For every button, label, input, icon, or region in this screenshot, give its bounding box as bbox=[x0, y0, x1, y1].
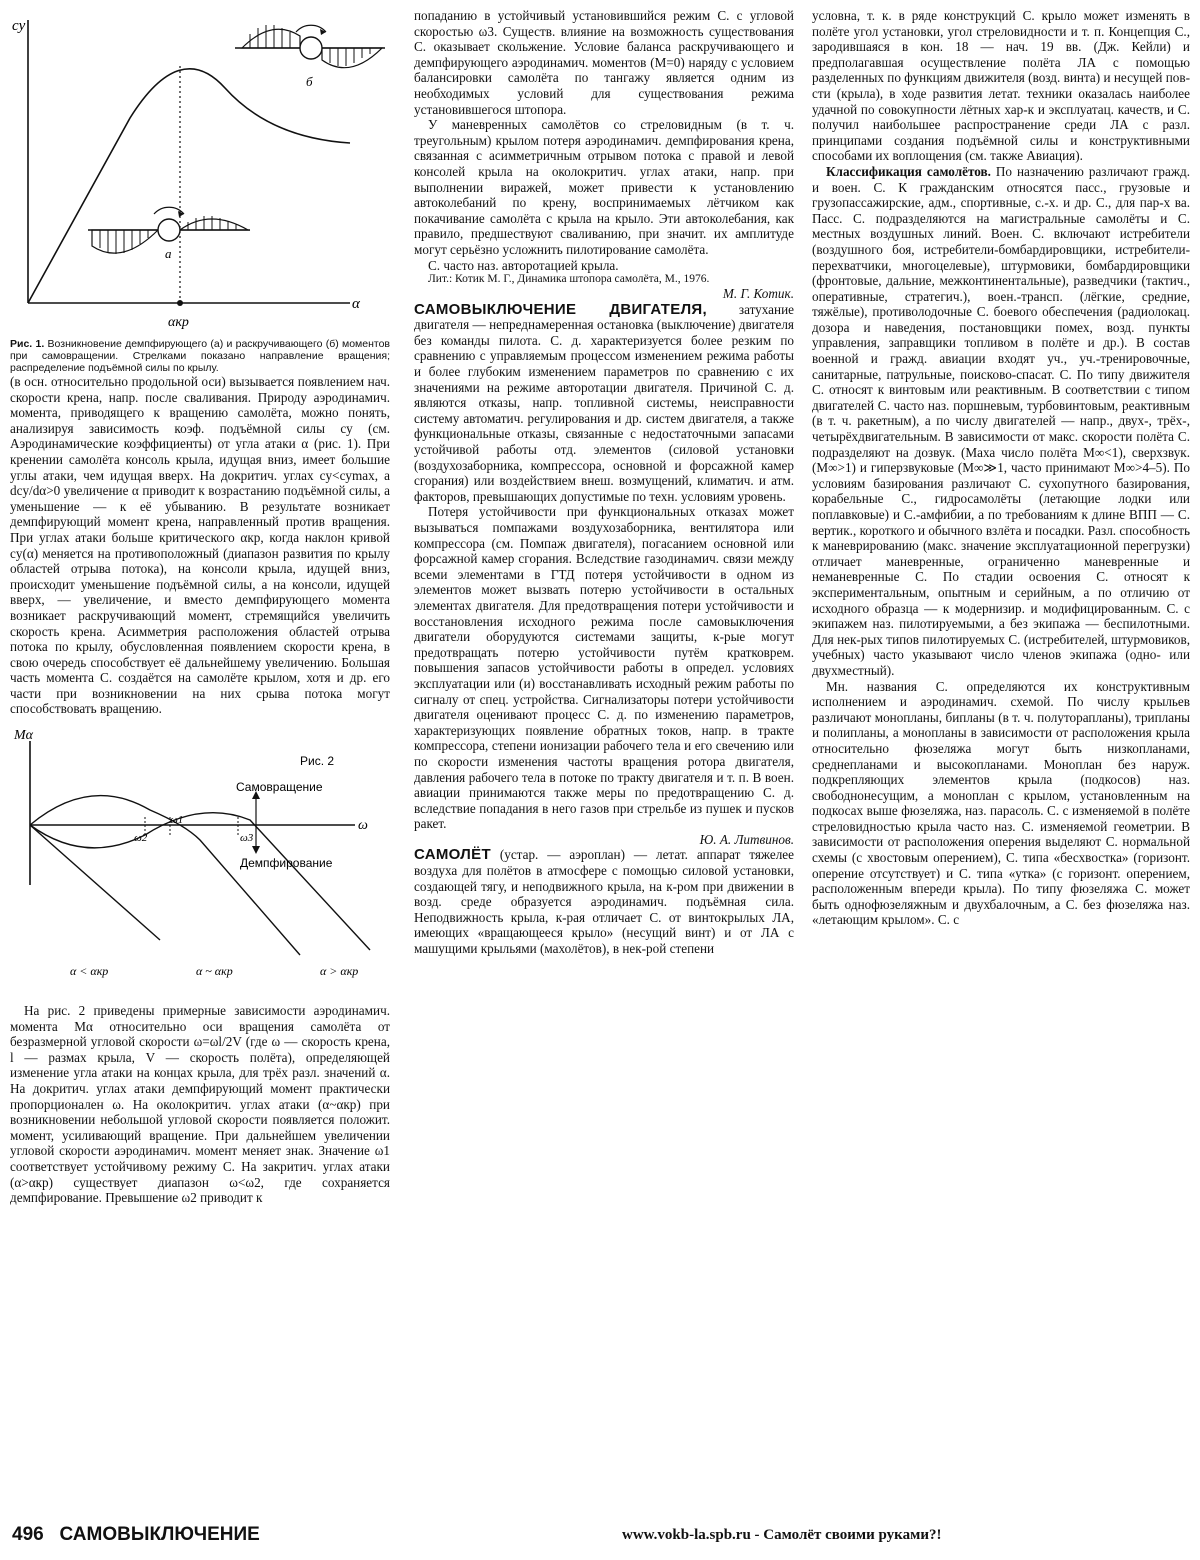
col3-paragraph-2: По назначению различают гражд. и воен. С. К гражданским относятся пасс., грузовые и грузопассажирские, адм., спортивные, с.-х. и др. С., для пар-х ва. Пасс. С. подразделяются на магистральные самолёты и С. местных воздушных линий. Воен. С. включают истребители (воздушного боя, истребители-бомбардировщики, истребители-перехватчики, многоцелевые), штурмовики, бомбардировщики (фронтовые, дальние, межконтинентальные), разведчики (тактич., оперативные, стратегич.), воен.-трансп. (лёгкие, средние, тяжёлые), противолодочные С. боевого обеспечения (радиолокац. дозора и наведения, постановщики помех, возд. пункты управления, заправщики топливом в полёте и др.). В состав военной и гражд. авиации входят уч., уч.-тренировочные, санитарные, патрульные, поисково-спасат. С. По типу движителя С. относят к винтовым или реактивным. В соответствии с типом двигателей С. часто наз. поршневым, турбовинтовым, реактивным (в т. ч. ракетным), а по числу двигателей — напр., двух-, трёх-, четырёхдвигательным. В зависимости от макс. скорости полёта С. подразделяют на дозвук. (Маха число полёта M∞<1), сверхзвук. (M∞>1) и гиперзвуковые (M∞≫1, часто принимают M∞>4–5). По условиям базирования различают С. сухопутного базирования, корабельные С., гидросамолёты (летающие лодки или поплавковые) и С.-амфибии, а по требованиям к длине ВПП — С. вертик., короткого и обычного взлёта и посадки. Разл. способность к маневрированию (макс. значение эксплуатационной перегрузки) отличает маневренные, ограниченно маневренные и неманевренные С. По стадии освоения С. относят к экспериментальным, опытным и серийным, а по отличию от исходного образца — к модернизир. и модифицированным. С. с экипажем наз. пилотируемыми, а без экипажа — беспилотными. Для нек-рых типов пилотируемых С. (истребителей, штурмовиков, учебных) часто указывают число членов экипажа (одно- или двухместный). bbox=[812, 163, 1190, 678]
col2-paragraph-4: затухание двигателя — непреднамеренная остановка (выключение) двигателя без команды пилота. С. д. характеризуется более резким по сравнению с управляемым процессом изменением режима работы и более глубоким изменением параметров по сравнению с их значениями на режиме авторотации двигателя. Причиной С. д. являются отказы, напр. топливной системы, неисправности систему автоматич. регулирования и др. систем двигателя, а также функциональные отказы, связанные с недостаточными запасами устойчивой работы отд. элементов (силовой установки (воздухозаборника, компрессора, основной и форсажной камер сгорания) или воздействием внеш. возмущений, климатич. и атм. факторов, превышающих допустимые по техн. условиям уровень. bbox=[414, 301, 795, 504]
col3-paragraph-3: Мн. названия С. определяются их конструктивным исполнением и аэродинамич. схемой. По числу крыльев различают монопланы, бипланы (в т. ч. полуторапланы), трипланы и полипланы, а монопланы в зависимости от расположения крыла относительно фюзеляжа могут быть низкопланами, среднепланами и высокопланами. Моноплан без наруж. подкрепляющих элементов крыла (подкосов) наз. свободнонесущим, а моноплан с крылом, установленным на подкосах выше фюзеляжа, наз. парасоль. С. с изменяемой в полёте стреловидностью крыла часто наз. С. изменяемой геометрии. В зависимости от расположения оперения выделяют С. нормальной схемы (с хвостовым оперением), С. типа «бесхвостка» (горизонт. оперение отсутствует) и С. типа «утка» (с горизонт. оперением, расположенным впереди крыла). По типу фюзеляжа С. может быть однофюзеляжным и двухбалочным, а С. без фюзеляжа наз. «летающим крылом». С. с bbox=[812, 678, 1190, 928]
figure-1 bbox=[10, 8, 390, 374]
figure-2-diagram bbox=[10, 725, 390, 995]
fig1-x-label: α bbox=[352, 296, 360, 312]
col2-literature: Лит.: Котик М. Г., Динамика штопора самолёта, М., 1976. bbox=[428, 273, 710, 286]
site-link[interactable]: www.vokb-la.spb.ru - Самолёт своими руками?! bbox=[622, 1527, 942, 1543]
article-heading-aircraft: САМОЛЁТ bbox=[414, 846, 491, 864]
column-1 bbox=[10, 8, 390, 1206]
figure-1-caption-text: Возникновение демпфирующего (а) и раскручивающего (б) моментов при самовращении. Стрелками показано направление вращения; распределение подъёмной силы по крылу. bbox=[10, 338, 391, 374]
wing-diagram-a bbox=[88, 207, 250, 261]
col3-classification-lead: Классификация самолётов. bbox=[826, 163, 991, 179]
fig2-w1: ω1 bbox=[170, 814, 184, 827]
wing-diagram-b bbox=[235, 25, 385, 89]
col2-paragraph-5: Потеря устойчивости при функциональных отказах может вызываться помпажами воздухозаборника, вентилятора или компрессора (см. Помпаж двигателя), погасанием основной или форсажной камер сгорания. Вследствие газодинамич. связи между всеми элементами в ГТД потеря устойчивости в одном из элементов может вызвать потерю устойчивости в остальных элементах двигателя. Для предотвращения потери устойчивости и восстановления исходного режима после самовыключения двигатели оборудуются системами защиты, к-рые могут предотвращать потерю устойчивости путём кратковрем. повышения запасов устойчивости работы в определ. условиях эксплуатации или (и) восстанавливать исходный режим работы по сигналу от спец. устройства. Сигнализаторы потери устойчивости двигателя оценивают процесс С. д. по изменению параметров, характеризующих появление обратных токов, напр. в тракте компрессора, степени ионизации рабочего тела и его свечению или по скорости изменения частоты вращения ротора двигателя, давления рабочего тела в потоке по тракту двигателя и т. п. В воен. авиации принимаются также меры по предотвращению С. д. вследствие попадания в него газов при стрельбе из пушек и пусков ракет. bbox=[414, 504, 794, 832]
fig2-curve-label-1: α < αкр bbox=[70, 964, 109, 979]
col2-signature-1: М. Г. Котик. bbox=[722, 286, 794, 302]
fig2-w2: ω2 bbox=[134, 832, 148, 845]
col1-paragraph-2: На рис. 2 приведены примерные зависимости аэродинамич. момента Mα относительно оси вращения самолёта от безразмерной угловой скорости ω=ωl/2V (где ω — скорость крена, l — размах крыла, V — скорость полёта), определяющей изменение угла атаки на концах крыла, для трёх разл. значений α. На докритич. углах атаки демпфирующий момент практически пропорционален ω. На околокритич. углах атаки (α~αкр) при возникновении небольшой угловой скорости появляется положит. момент, усиливающий вращение. При дальнейшем увеличении угловой скорости аэродинамич. момент меняет знак. Значение ω1 соответствует устойчивому режиму С. На закритич. углах атаки (α>αкр) существует диапазон ω<ω2, где сохраняется демпфирование. Превышение ω2 приводит к bbox=[10, 1003, 390, 1206]
page-footer-left bbox=[12, 1524, 260, 1546]
figure-1-diagram bbox=[10, 8, 390, 338]
col2-paragraph-6: (устар. — аэроплан) — летат. аппарат тяжелее воздуха для полётов в атмосфере с помощью силовой установки, создающей тягу, и неподвижного крыла, на к-ром при движении в возд. среде образуется аэродинамич. подъёмная сила. Неподвижность крыла, к-рая отличает С. от винтокрылых ЛА, имеющих «вращающееся крыло» (несущий винт) и от ЛА с машущими крыльями (махолётов), в нек-рой степени bbox=[414, 847, 795, 957]
running-head: САМОВЫКЛЮЧЕНИЕ bbox=[59, 1524, 260, 1545]
fig2-curve-label-3: α > αкр bbox=[320, 964, 359, 979]
col1-paragraph-1: (в осн. относительно продольной оси) вызывается появлением нач. скорости крена, напр. после сваливания. Природу аэродинамич. момента, приводящего к вращению самолёта, можно понять, анализируя зависимость коэф. подъёмной силы cy (см. Аэродинамические коэффициенты) от угла атаки α (рис. 1). При кренении самолёта консоль крыла, идущая вниз, имеет большие углы атаки, чем идущая вверх. На докритич. углах cy<cymax, a dcy/dα>0 увеличение α приводит к возрастанию подъёмной силы, а уменьшение — к её убыванию. В результате возникает демпфирующий момент крена, направленный против вращения. При углах атаки больше критического αкр, когда наклон кривой cy(α) меняется на противоположный (диапазон развития по крылу областей отрыва потока), на консоли крыла, идущей вниз, происходит уменьшение подъёмной силы, а на консоли, идущей вверх, — увеличение, и вместо демпфирующего момента возникает раскручивающий момент, стремящийся увеличить скорость крена. Асимметрия расположения областей отрыва потока по крылу, обусловленная появлением скорости крена, в свою очередь способствует её дальнейшему увеличению. Большая часть момента С. создаётся на самолёте крылом, хотя и др. его части при возникновении на них срыва потока могут способствовать вращению. bbox=[10, 374, 390, 717]
fig1-y-label: cy bbox=[12, 18, 26, 34]
fig1-akr-label: αкр bbox=[168, 315, 189, 330]
page-number: 496 bbox=[12, 1524, 44, 1545]
fig2-curve-label-2: α ~ αкр bbox=[196, 964, 233, 979]
col2-paragraph-1: попаданию в устойчивый установившийся режим С. с угловой скоростью ω3. Существ. влияние на возможность существования С. оказывает скольжение. Условие баланса раскручивающего и демпфирующего аэродинамич. моментов (M=0) наряду с условием балансировки самолёта по тангажу является одним из необходимых условий для существования режима установившегося штопора. bbox=[414, 8, 794, 117]
column-2 bbox=[414, 8, 794, 957]
fig2-x-label: ω bbox=[358, 818, 368, 834]
article-heading-engine-flameout: САМОВЫКЛЮЧЕНИЕ ДВИГАТЕЛЯ, bbox=[414, 300, 707, 318]
fig2-title: Рис. 2 bbox=[300, 754, 335, 769]
figure-1-caption bbox=[10, 338, 390, 374]
fig2-self-rotation: Самовращение bbox=[236, 780, 323, 795]
figure-2 bbox=[10, 725, 390, 995]
fig2-w3: ω3 bbox=[240, 832, 254, 845]
column-3 bbox=[812, 8, 1190, 928]
col3-paragraph-1: условна, т. к. в ряде конструкций С. крыло может изменять в полёте угол установки, угол стреловидности и т. п. Концепция С., зародившаяся в кон. 18 — нач. 19 вв. (Дж. Кейли) и предполагавшая осуществление полёта ЛА с помощью разделенных по функциям движителя (возд. винта) и несущей пов-сти (крыла), в ходе развития летат. техники оказалась наиболее удачной по совокупности лётных хар-к и эксплуатац. качеств, и С. получил наибольшее распространение среди ЛА с разл. принципами создания подъёмной силы и конструктивными способами их воплощения (см. также Авиация). bbox=[812, 8, 1190, 164]
fig1-label-b: б bbox=[306, 74, 313, 89]
fig1-label-a: а bbox=[165, 246, 172, 261]
figure-1-caption-num: Рис. 1. bbox=[10, 338, 45, 350]
col2-signature-2: Ю. А. Литвинов. bbox=[699, 831, 794, 847]
fig2-damping: Демпфирование bbox=[240, 856, 333, 871]
fig2-y-label: Mα bbox=[14, 728, 34, 744]
col2-paragraph-2: У маневренных самолётов со стреловидным (в т. ч. треугольным) крылом потеря аэродинамич. демпфирования крена, связанная с асимметричным отрывом потока с правой и левой консолей крыла на околокритич. углах атаки, напр. при выполнении виражей, может привести к установлению автоколебаний по крену, воспринимаемых лётчиком как покачивание самолёта с крыла на крыло. Эти автоколебания, как правило, предшествуют сваливанию, при значит. их амплитуде могут серьёзно усложнить пилотирование самолёта. bbox=[414, 117, 794, 257]
col2-paragraph-3: С. часто наз. авторотацией крыла. bbox=[428, 257, 619, 273]
